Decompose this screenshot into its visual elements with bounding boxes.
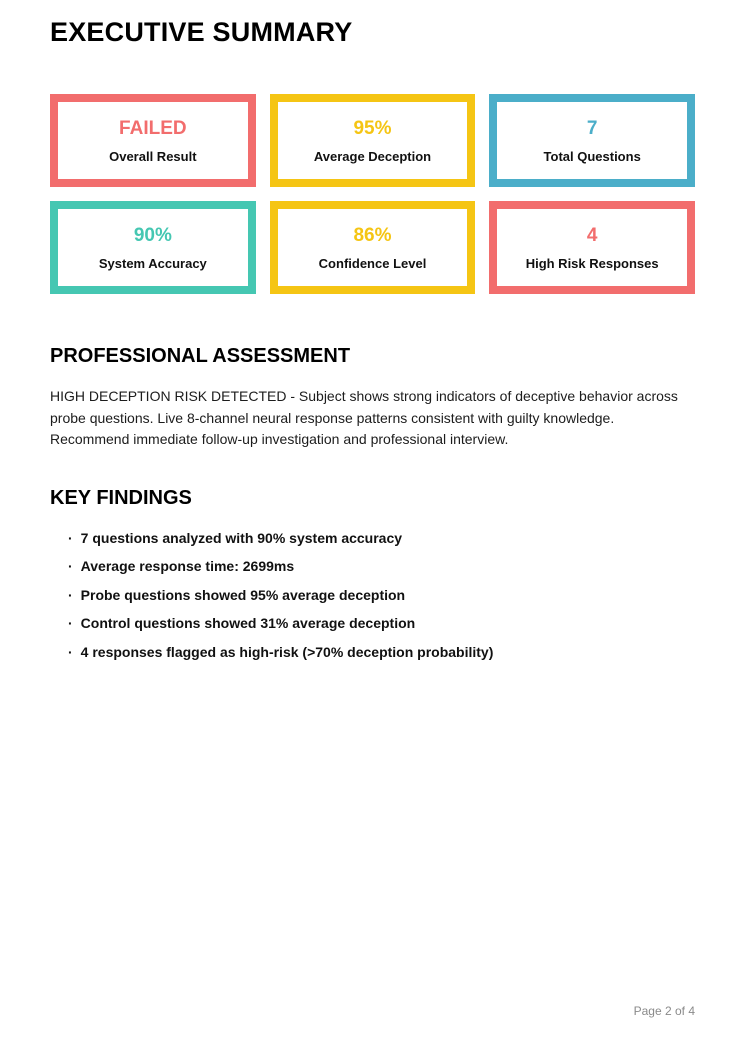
summary-card bbox=[489, 94, 695, 187]
summary-card bbox=[50, 94, 256, 187]
card-value: 95% bbox=[353, 117, 392, 139]
finding-item bbox=[68, 587, 695, 604]
bullet-dot-icon: · bbox=[68, 586, 73, 603]
card-value: 90% bbox=[133, 224, 172, 246]
finding-text: Average response time: 2699ms bbox=[80, 558, 295, 574]
finding-text: Control questions showed 31% average deception bbox=[80, 615, 416, 631]
findings-list bbox=[50, 530, 695, 661]
card-label: Overall Result bbox=[109, 148, 197, 164]
card-label: Confidence Level bbox=[318, 255, 427, 271]
card-label: High Risk Responses bbox=[525, 255, 659, 271]
summary-card bbox=[50, 201, 256, 294]
assessment-section-heading: PROFESSIONAL ASSESSMENT bbox=[50, 345, 351, 367]
bullet-dot-icon: · bbox=[68, 558, 73, 574]
assessment-body-text: HIGH DECEPTION RISK DETECTED - Subject shows strong indicators of deceptive behavior across probe questions. Live 8-channel neural response patterns consistent with guilty knowledge. Recommend immediate follow-up investigation and professional interview. bbox=[50, 388, 678, 447]
finding-text: 4 responses flagged as high-risk (>70% deception probability) bbox=[80, 643, 494, 660]
finding-item bbox=[68, 530, 695, 547]
bullet-dot-icon: · bbox=[68, 643, 73, 660]
card-label: Total Questions bbox=[543, 148, 641, 164]
page-number: Page 2 of 4 bbox=[633, 1004, 695, 1018]
finding-item bbox=[68, 558, 695, 575]
findings-section-heading: KEY FINDINGS bbox=[50, 486, 192, 509]
summary-card bbox=[270, 94, 476, 187]
card-value: 4 bbox=[586, 224, 598, 246]
finding-item bbox=[68, 615, 695, 632]
finding-text: Probe questions showed 95% average deception bbox=[80, 586, 406, 603]
summary-card bbox=[489, 201, 695, 294]
card-value: FAILED bbox=[119, 117, 187, 139]
card-value: 86% bbox=[353, 224, 392, 246]
summary-card bbox=[270, 201, 476, 294]
finding-text: 7 questions analyzed with 90% system accuracy bbox=[80, 529, 403, 546]
finding-item bbox=[68, 644, 695, 661]
summary-cards-grid bbox=[50, 94, 695, 294]
card-label: Average Deception bbox=[313, 148, 432, 164]
bullet-dot-icon: · bbox=[68, 615, 73, 631]
card-label: System Accuracy bbox=[98, 255, 207, 271]
page-title: EXECUTIVE SUMMARY bbox=[50, 17, 353, 47]
bullet-dot-icon: · bbox=[68, 529, 73, 546]
card-value: 7 bbox=[586, 117, 598, 139]
